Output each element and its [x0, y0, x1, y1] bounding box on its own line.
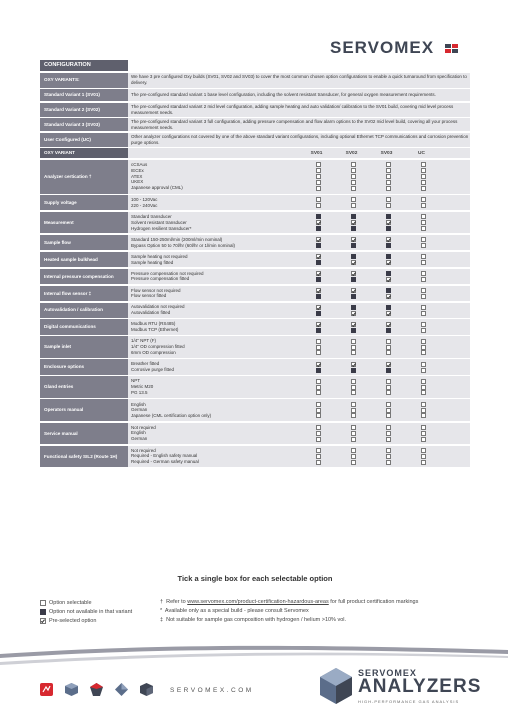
option-preselected-checkbox [351, 362, 356, 367]
option-label: cCSAus [131, 162, 148, 167]
option-checkbox[interactable] [351, 203, 356, 208]
checkbox-filled-icon [40, 609, 46, 615]
config-title: CONFIGURATION [40, 60, 128, 71]
option-label: Sample heating fitted [131, 259, 174, 265]
option-checkbox[interactable] [421, 174, 426, 179]
option-label: Autovalidation not required [131, 304, 185, 310]
option-checkbox[interactable] [351, 425, 356, 430]
option-checkbox[interactable] [386, 197, 391, 202]
option-checkbox[interactable] [351, 413, 356, 418]
hexagon-icon [140, 683, 153, 696]
option-checkbox[interactable] [421, 437, 426, 442]
option-checkbox[interactable] [421, 237, 426, 242]
option-checkbox[interactable] [421, 390, 426, 395]
option-checkbox[interactable] [351, 180, 356, 185]
option-checkbox[interactable] [316, 203, 321, 208]
option-row [40, 303, 470, 318]
option-row [40, 160, 470, 194]
option-checkbox[interactable] [351, 162, 356, 167]
option-checkbox[interactable] [421, 379, 426, 384]
option-checkbox[interactable] [316, 379, 321, 384]
option-unavailable-box [316, 214, 321, 219]
option-label: Hydrogen resilient transducer* [131, 225, 192, 231]
analyzers-tagline: HIGH-PERFORMANCE GAS ANALYSIS [358, 699, 460, 704]
option-checkbox[interactable] [421, 220, 426, 225]
option-group-label: Internal flow sensor ‡ [40, 286, 128, 301]
option-group-label: Heated sample bulkhead [40, 252, 128, 267]
option-checkbox[interactable] [421, 413, 426, 418]
variant-col-sv02: SV02 [345, 150, 358, 156]
option-row [40, 423, 470, 445]
option-unavailable-box [386, 328, 391, 333]
footnote-cert: † Refer to www.servomex.com/product-certification-hazardous-areas for full product certification markings [160, 599, 419, 605]
option-unavailable-box [316, 260, 321, 265]
option-label: 6mm OD compression [131, 350, 176, 356]
option-checkbox[interactable] [351, 448, 356, 453]
option-checkbox[interactable] [386, 454, 391, 459]
option-checkbox[interactable] [386, 413, 391, 418]
option-checkbox[interactable] [421, 260, 426, 265]
option-label: Autovalidation fitted [131, 310, 171, 316]
intro-row [40, 118, 470, 131]
option-checkbox[interactable] [421, 328, 426, 333]
option-label: 220 - 240Vac [131, 202, 158, 208]
cube-icon [65, 683, 78, 696]
website-text: SERVOMEX.COM [170, 687, 254, 694]
option-label: German [131, 407, 148, 413]
option-preselected-checkbox [386, 260, 391, 265]
option-checkbox[interactable] [386, 168, 391, 173]
analyzers-cube-icon [320, 668, 352, 706]
option-unavailable-box [386, 305, 391, 310]
option-unavailable-box [351, 328, 356, 333]
option-unavailable-box [386, 368, 391, 373]
checkbox-checked-icon [40, 618, 46, 624]
variant-col-sv03: SV03 [380, 150, 393, 156]
option-label: Metric M20 [131, 384, 154, 390]
legend-selectable: Option selectable [40, 598, 132, 607]
option-group-label: Service manual [40, 423, 128, 445]
option-checkbox[interactable] [386, 402, 391, 407]
option-checkbox[interactable] [421, 454, 426, 459]
option-checkbox[interactable] [421, 294, 426, 299]
option-sections [40, 160, 470, 469]
option-checkbox[interactable] [386, 186, 391, 191]
option-checkbox[interactable] [351, 402, 356, 407]
option-checkbox[interactable] [421, 322, 426, 327]
option-checkbox[interactable] [316, 197, 321, 202]
option-label: PG 13.5 [131, 390, 148, 395]
option-group-label: Functional safety SIL2 (Route 1H) [40, 446, 128, 468]
option-group-label: Internal pressure compensation [40, 269, 128, 284]
option-checkbox[interactable] [386, 448, 391, 453]
option-checkbox[interactable] [421, 448, 426, 453]
option-checkbox[interactable] [351, 379, 356, 384]
intro-label: Standard Variant 2 (SV02) [40, 103, 128, 117]
option-label: Modbus RTU (RS485) [131, 321, 176, 327]
option-label: Sample heating not required [131, 253, 188, 259]
option-label: Required - German safety manual [131, 459, 199, 465]
option-checkbox[interactable] [316, 454, 321, 459]
variant-col-uc: UC [418, 150, 425, 156]
option-label: 1/4" NPT (F) [131, 338, 157, 344]
option-checkbox[interactable] [386, 408, 391, 413]
option-checkbox[interactable] [421, 203, 426, 208]
option-checkbox[interactable] [421, 168, 426, 173]
configuration-table [40, 60, 470, 469]
option-label: UKEX [131, 179, 144, 185]
option-preselected-checkbox [351, 237, 356, 242]
option-checkbox[interactable] [316, 402, 321, 407]
option-preselected-checkbox [316, 254, 321, 259]
option-checkbox[interactable] [351, 454, 356, 459]
option-label: 100 - 120Vac [131, 196, 158, 202]
option-label: NPT [131, 378, 140, 384]
option-unavailable-box [316, 311, 321, 316]
option-unavailable-box [316, 328, 321, 333]
option-checkbox[interactable] [316, 162, 321, 167]
option-checkbox[interactable] [351, 408, 356, 413]
option-label: German [131, 436, 148, 442]
option-unavailable-box [351, 294, 356, 299]
option-preselected-checkbox [386, 362, 391, 367]
option-preselected-checkbox [386, 220, 391, 225]
option-checkbox[interactable] [421, 305, 426, 310]
option-checkbox[interactable] [386, 425, 391, 430]
option-checkbox[interactable] [316, 408, 321, 413]
legend-preselected: Pre-selected option [40, 616, 132, 625]
option-label: Japanese approval (CML) [131, 185, 183, 191]
option-checkbox[interactable] [421, 350, 426, 355]
option-checkbox[interactable] [421, 243, 426, 248]
intro-text: We have 3 pre configured Oxy builds (SV01, SV02 and SV03) to cover the most common chosen option configurations to enable a quick turnaround from specification to delivery. [128, 73, 470, 88]
option-checkbox[interactable] [316, 168, 321, 173]
option-preselected-checkbox [316, 362, 321, 367]
option-checkbox[interactable] [421, 425, 426, 430]
gem-icon [90, 683, 103, 696]
option-unavailable-box [316, 277, 321, 282]
option-preselected-checkbox [351, 288, 356, 293]
option-unavailable-box [386, 214, 391, 219]
option-checkbox[interactable] [316, 385, 321, 390]
intro-section [40, 73, 470, 149]
option-checkbox[interactable] [351, 437, 356, 442]
option-unavailable-box [316, 243, 321, 248]
option-checkbox[interactable] [421, 197, 426, 202]
certification-link[interactable]: www.servomex.com/product-certification-hazardous-areas [187, 599, 329, 605]
option-label: 1/4" OD compression fitted [131, 344, 185, 350]
option-checkbox[interactable] [351, 197, 356, 202]
option-unavailable-box [351, 214, 356, 219]
option-unavailable-box [351, 305, 356, 310]
option-checkbox[interactable] [421, 271, 426, 276]
legend [40, 598, 132, 625]
option-label: IECEx [131, 167, 144, 173]
option-unavailable-box [351, 226, 356, 231]
option-checkbox[interactable] [421, 368, 426, 373]
option-row [40, 359, 470, 374]
option-checkbox[interactable] [316, 180, 321, 185]
option-checkbox[interactable] [421, 214, 426, 219]
footnote-hydrogen: ‡ Not suitable for sample gas composition with hydrogen / helium >10% vol. [160, 617, 347, 623]
option-label: Corrosive purge fitted [131, 367, 175, 373]
option-label: Flow sensor fitted [131, 293, 167, 299]
variant-header-row [40, 148, 470, 158]
option-label: ATEX [131, 173, 143, 179]
option-group-label: Sample inlet [40, 336, 128, 358]
option-unavailable-box [316, 294, 321, 299]
option-unavailable-box [316, 368, 321, 373]
option-group-label: Sample flow [40, 235, 128, 250]
footer-swoosh [0, 640, 508, 670]
option-row [40, 195, 470, 210]
option-label: Japanese (CML certification option only) [131, 413, 212, 419]
analyzers-brand: SERVOMEX [358, 668, 417, 678]
brand-logo [330, 38, 459, 58]
option-checkbox[interactable] [316, 425, 321, 430]
option-checkbox[interactable] [386, 345, 391, 350]
option-checkbox[interactable] [421, 180, 426, 185]
option-row [40, 319, 470, 334]
option-checkbox[interactable] [316, 460, 321, 465]
option-row [40, 212, 470, 234]
intro-label: User Configured (UC) [40, 133, 128, 147]
option-row [40, 336, 470, 358]
option-checkbox[interactable] [421, 277, 426, 282]
option-unavailable-box [351, 254, 356, 259]
option-checkbox[interactable] [386, 385, 391, 390]
option-checkbox[interactable] [421, 460, 426, 465]
intro-row [40, 73, 470, 88]
intro-label: Standard Variant 3 (SV03) [40, 118, 128, 131]
option-preselected-checkbox [351, 260, 356, 265]
option-checkbox[interactable] [386, 162, 391, 167]
option-checkbox[interactable] [386, 431, 391, 436]
option-preselected-checkbox [316, 220, 321, 225]
option-preselected-checkbox [316, 271, 321, 276]
option-label: Breather fitted [131, 361, 160, 367]
variant-header-label: OXY VARIANT [40, 148, 128, 158]
variant-columns [299, 148, 470, 158]
option-checkbox[interactable] [421, 288, 426, 293]
intro-row [40, 89, 470, 101]
option-checkbox[interactable] [421, 362, 426, 367]
option-row [40, 446, 470, 468]
option-preselected-checkbox [386, 277, 391, 282]
option-group-label: Analyzer certication † [40, 160, 128, 194]
option-checkbox[interactable] [316, 350, 321, 355]
option-checkbox[interactable] [386, 339, 391, 344]
option-label: Standard 150-250ml/min (200ml/min nominal) [131, 236, 223, 242]
option-label: Not required [131, 447, 156, 453]
analyzers-title: ANALYZERS [358, 676, 482, 697]
option-checkbox[interactable] [386, 379, 391, 384]
option-checkbox[interactable] [421, 385, 426, 390]
option-row [40, 286, 470, 301]
intro-row [40, 133, 470, 147]
option-group-label: Gland entries [40, 376, 128, 398]
intro-label: OXY VARIANTS: [40, 73, 128, 88]
option-checkbox[interactable] [316, 186, 321, 191]
option-unavailable-box [316, 226, 321, 231]
diamond-icon [115, 683, 128, 696]
variant-col-sv01: SV01 [310, 150, 323, 156]
option-unavailable-box [386, 288, 391, 293]
option-preselected-checkbox [386, 294, 391, 299]
option-checkbox[interactable] [421, 431, 426, 436]
option-unavailable-box [386, 243, 391, 248]
red-flag-icon [40, 683, 53, 696]
option-unavailable-box [386, 271, 391, 276]
option-group-label: Autovalidation / calibration [40, 303, 128, 318]
option-preselected-checkbox [351, 311, 356, 316]
option-checkbox[interactable] [386, 174, 391, 179]
option-checkbox[interactable] [421, 345, 426, 350]
option-preselected-checkbox [316, 322, 321, 327]
option-checkbox[interactable] [351, 345, 356, 350]
option-label: Pressure compensation fitted [131, 276, 190, 282]
option-label: Pressure compensation not required [131, 270, 204, 276]
option-checkbox[interactable] [351, 168, 356, 173]
option-checkbox[interactable] [421, 226, 426, 231]
option-preselected-checkbox [316, 305, 321, 310]
option-preselected-checkbox [386, 237, 391, 242]
option-checkbox[interactable] [421, 408, 426, 413]
checkbox-empty-icon [40, 600, 46, 606]
option-preselected-checkbox [386, 322, 391, 327]
option-checkbox[interactable] [316, 437, 321, 442]
intro-row [40, 103, 470, 117]
config-header-row [40, 60, 470, 71]
option-checkbox[interactable] [351, 460, 356, 465]
option-preselected-checkbox [316, 237, 321, 242]
option-row [40, 235, 470, 250]
option-checkbox[interactable] [386, 180, 391, 185]
option-preselected-checkbox [351, 271, 356, 276]
option-checkbox[interactable] [386, 350, 391, 355]
option-unavailable-box [386, 254, 391, 259]
option-preselected-checkbox [351, 322, 356, 327]
option-group-label: Measurement [40, 212, 128, 234]
option-checkbox[interactable] [351, 339, 356, 344]
intro-text: The pre-configured standard variant 2 mid level configuration, adding sample heating and auto validation/ calibration to the SV01 build, covering mid level process measurement needs. [128, 103, 470, 117]
intro-text: Other analyzer configurations not covered by one of the above standard variant configurations, including optional Ethernet TCP communications and corrosion prevention purge options. [128, 133, 470, 147]
option-preselected-checkbox [351, 220, 356, 225]
option-label: Required - English safety manual [131, 453, 198, 459]
option-checkbox[interactable] [421, 402, 426, 407]
option-row [40, 399, 470, 421]
option-checkbox[interactable] [316, 390, 321, 395]
option-group-label: Enclosure options [40, 359, 128, 374]
tick-instruction: Tick a single box for each selectable option [177, 574, 333, 583]
footer-icons [40, 683, 165, 696]
option-checkbox[interactable] [316, 431, 321, 436]
option-checkbox[interactable] [351, 385, 356, 390]
option-checkbox[interactable] [421, 186, 426, 191]
option-row [40, 252, 470, 267]
option-group-label: Digital communications [40, 319, 128, 334]
option-label: Flow sensor not required [131, 287, 181, 293]
option-label: Not required [131, 424, 156, 430]
option-checkbox[interactable] [421, 162, 426, 167]
option-unavailable-box [351, 243, 356, 248]
option-label: Bypass Option 50 to 70l/hr (60l/hr or 1l/min nominal) [131, 242, 236, 248]
option-checkbox[interactable] [386, 437, 391, 442]
legend-not-available: Option not available in that variant [40, 607, 132, 616]
option-row [40, 269, 470, 284]
intro-text: The pre-configured standard variant 1 base level configuration, including the solvent resistant transducer, for general oxygen measurement requirements. [128, 89, 470, 101]
option-checkbox[interactable] [386, 390, 391, 395]
option-checkbox[interactable] [386, 460, 391, 465]
option-unavailable-box [351, 277, 356, 282]
option-label: Standard transducer [131, 213, 172, 219]
option-checkbox[interactable] [316, 174, 321, 179]
option-checkbox[interactable] [351, 390, 356, 395]
option-checkbox[interactable] [316, 413, 321, 418]
option-label: English [131, 401, 146, 407]
option-checkbox[interactable] [351, 186, 356, 191]
option-checkbox[interactable] [421, 254, 426, 259]
option-checkbox[interactable] [316, 345, 321, 350]
option-group-label: Supply voltage [40, 195, 128, 210]
brand-name: SERVOMEX [330, 38, 435, 57]
option-group-label: Operators manual [40, 399, 128, 421]
option-preselected-checkbox [316, 288, 321, 293]
option-label: Modbus TCP (Ethernet) [131, 327, 179, 333]
option-label: Solvent resistant transducer [131, 219, 187, 225]
footnote-special-build: * Available only as a special build - please consult Servomex [160, 608, 309, 614]
option-checkbox[interactable] [316, 339, 321, 344]
intro-text: The pre-configured standard variant 3 full configuration, adding pressure compensation and flow alarm options to the SV02 mid level build, covering all your process measurement needs. [128, 118, 470, 131]
option-label: English [131, 430, 146, 436]
option-preselected-checkbox [386, 311, 391, 316]
option-checkbox[interactable] [421, 339, 426, 344]
footnotes [160, 598, 418, 625]
option-checkbox[interactable] [351, 350, 356, 355]
option-checkbox[interactable] [316, 448, 321, 453]
option-unavailable-box [351, 368, 356, 373]
option-checkbox[interactable] [386, 203, 391, 208]
option-checkbox[interactable] [351, 431, 356, 436]
intro-label: Standard Variant 1 (SV01) [40, 89, 128, 101]
servomex-logo-icon [445, 44, 459, 54]
option-checkbox[interactable] [351, 174, 356, 179]
option-unavailable-box [386, 226, 391, 231]
option-checkbox[interactable] [421, 311, 426, 316]
option-row [40, 376, 470, 398]
